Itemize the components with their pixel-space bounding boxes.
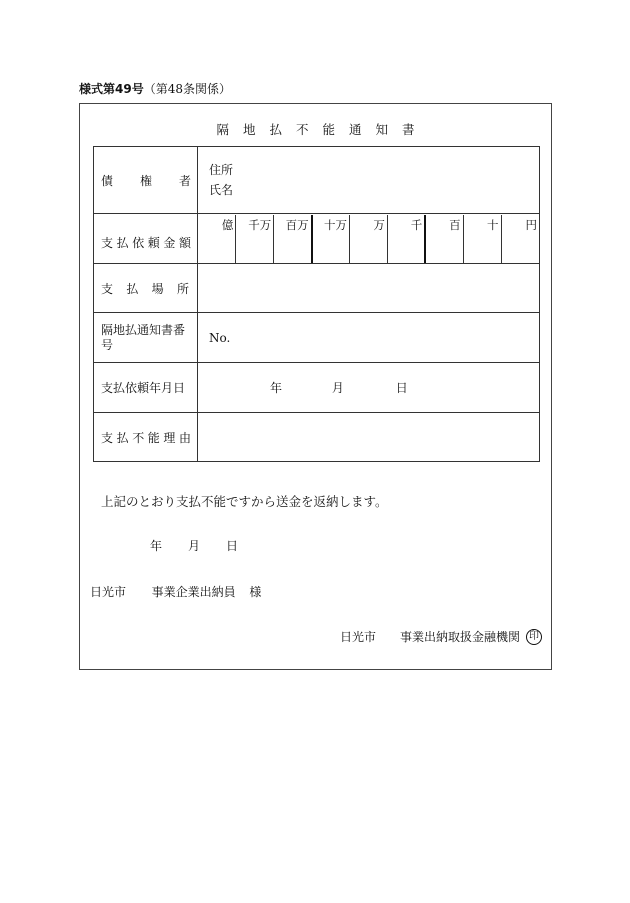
addressee-city: 日光市 bbox=[90, 585, 127, 599]
form-article-ref: （第48条関係） bbox=[143, 82, 231, 96]
form-table bbox=[93, 146, 540, 462]
creditor-field[interactable] bbox=[198, 147, 540, 214]
place-row bbox=[94, 264, 540, 313]
issue-day: 日 bbox=[226, 539, 239, 553]
request-date-row bbox=[94, 363, 540, 413]
place-label: 支 払 場 所 bbox=[94, 264, 198, 313]
place-field[interactable] bbox=[198, 264, 540, 313]
digit-en[interactable]: 円 bbox=[501, 215, 539, 263]
form-title: 隔地払不能通知書 bbox=[216, 122, 429, 137]
request-month: 月 bbox=[331, 381, 344, 395]
addressee-office: 事業企業出納員 bbox=[151, 585, 236, 599]
issue-month: 月 bbox=[188, 539, 201, 553]
notice-number-label: 隔地払通知書番号 bbox=[94, 313, 198, 363]
return-note: 上記のとおり支払不能ですから送金を返納します。 bbox=[101, 494, 388, 509]
name-label: 氏名 bbox=[209, 183, 234, 197]
issue-date[interactable] bbox=[150, 537, 264, 554]
digit-oku[interactable]: 億 bbox=[221, 217, 234, 232]
address-label: 住所 bbox=[209, 163, 234, 177]
notice-form bbox=[79, 103, 552, 670]
reason-field[interactable] bbox=[198, 413, 540, 462]
notice-number-row bbox=[94, 313, 540, 363]
digit-hyakuman[interactable]: 百万 bbox=[274, 215, 312, 263]
issuer-city: 日光市 bbox=[339, 630, 376, 644]
request-date-label: 支払依頼年月日 bbox=[94, 363, 198, 413]
addressee bbox=[90, 583, 261, 600]
notice-number-field[interactable] bbox=[198, 313, 540, 363]
amount-digit-grid bbox=[198, 215, 539, 263]
issue-year: 年 bbox=[150, 539, 163, 553]
request-date-field[interactable] bbox=[198, 363, 540, 413]
amount-label: 支 払 依 頼 金 額 bbox=[94, 214, 198, 264]
form-number: 様式第49号 bbox=[79, 82, 144, 96]
digit-hyaku[interactable]: 百 bbox=[425, 215, 463, 263]
amount-row bbox=[94, 214, 540, 264]
reason-label: 支 払 不 能 理 由 bbox=[94, 413, 198, 462]
notice-number-prefix: No. bbox=[209, 330, 231, 345]
digit-juman[interactable]: 十万 bbox=[312, 215, 350, 263]
creditor-row bbox=[94, 147, 540, 214]
digit-ju[interactable]: 十 bbox=[463, 215, 501, 263]
addressee-honorific: 様 bbox=[249, 585, 262, 599]
digit-senman[interactable]: 千万 bbox=[236, 215, 274, 263]
request-year: 年 bbox=[270, 381, 283, 395]
digit-sen[interactable]: 千 bbox=[387, 215, 425, 263]
request-day: 日 bbox=[395, 381, 408, 395]
issuer bbox=[340, 628, 542, 645]
amount-field[interactable] bbox=[198, 214, 540, 264]
reason-row bbox=[94, 413, 540, 462]
form-number-label bbox=[79, 80, 231, 97]
digit-man[interactable]: 万 bbox=[350, 215, 388, 263]
seal-mark-icon[interactable]: 印 bbox=[526, 629, 542, 645]
issuer-org: 事業出納取扱金融機関 bbox=[399, 630, 520, 644]
creditor-label: 債 権 者 bbox=[94, 147, 198, 214]
